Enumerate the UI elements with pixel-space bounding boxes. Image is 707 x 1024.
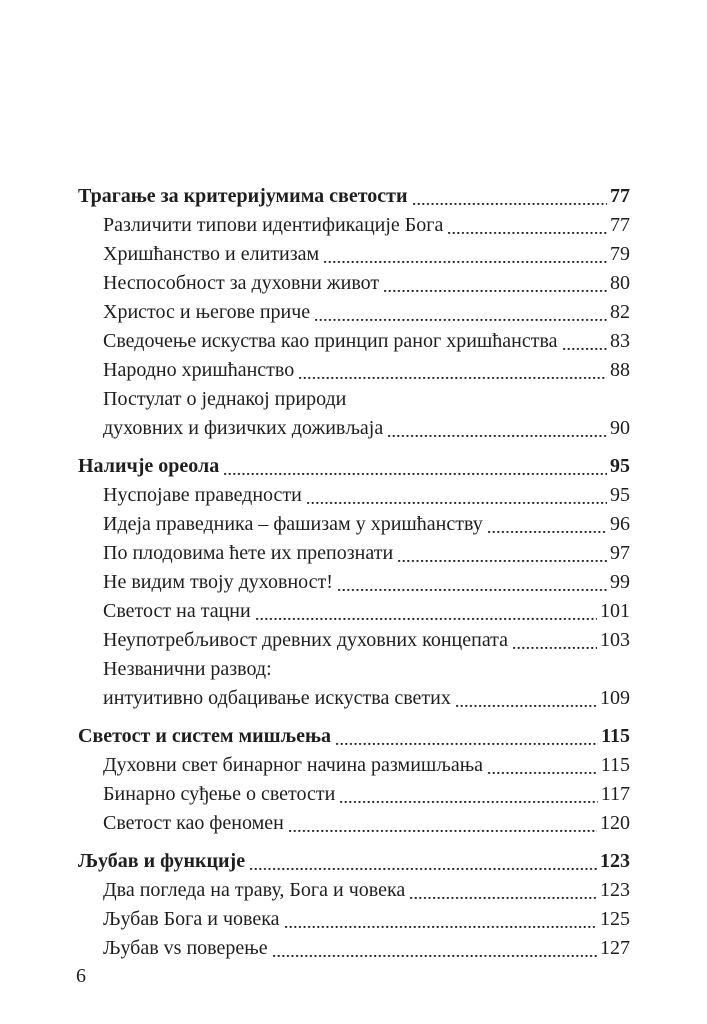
toc-entry xyxy=(78,327,630,356)
entry-title: Светост на тацни xyxy=(103,600,251,622)
entry-page-number: 77 xyxy=(610,214,630,236)
toc-entry xyxy=(78,751,630,780)
entry-title: Љубав vs поверење xyxy=(103,937,268,959)
entry-title: Незванични развод: xyxy=(103,658,272,680)
dot-leader xyxy=(299,356,607,385)
toc-entry xyxy=(78,905,630,934)
toc-section-heading xyxy=(78,847,630,876)
entry-page-number: 95 xyxy=(610,455,630,477)
entry-page-number: 123 xyxy=(600,850,630,872)
toc-entry xyxy=(78,211,630,240)
toc-section-heading xyxy=(78,722,630,751)
toc-entry xyxy=(78,780,630,809)
entry-page-number: 82 xyxy=(610,301,630,323)
toc-entry xyxy=(78,414,630,443)
entry-title: Сведочење искуства као принцип раног хришћанства xyxy=(103,330,558,352)
dot-leader xyxy=(307,481,607,510)
toc-section xyxy=(78,722,630,838)
dot-leader xyxy=(488,751,598,780)
entry-page-number: 88 xyxy=(610,359,630,381)
entry-title: Духовни свет бинарног начина размишљања xyxy=(103,754,484,776)
entry-page-number: 101 xyxy=(600,600,630,622)
entry-title: Различити типови идентификације Бога xyxy=(103,214,444,236)
entry-title: Два погледа на траву, Бога и човека xyxy=(103,879,406,901)
entry-page-number: 77 xyxy=(610,185,630,207)
entry-title: интуитивно одбацивање искуства светих xyxy=(103,687,451,709)
dot-leader xyxy=(285,905,598,934)
dot-leader xyxy=(448,211,607,240)
dot-leader xyxy=(456,684,597,713)
entry-title: Христос и његове приче xyxy=(103,301,311,323)
entry-page-number: 125 xyxy=(600,908,630,930)
entry-title: Светост и систем мишљења xyxy=(78,725,331,747)
entry-title: Идеја праведника – фашизам у хришћанству xyxy=(103,513,483,535)
toc-entry xyxy=(78,539,630,568)
toc-entry xyxy=(78,934,630,963)
toc-entry xyxy=(78,510,630,539)
dot-leader xyxy=(513,626,597,655)
dot-leader xyxy=(315,298,607,327)
toc-section xyxy=(78,847,630,963)
dot-leader xyxy=(273,934,597,963)
dot-leader xyxy=(338,568,607,597)
entry-title: Постулат о једнакој природи xyxy=(103,388,347,410)
entry-title: Народно хришћанство xyxy=(103,359,295,381)
entry-page-number: 103 xyxy=(600,629,630,651)
toc-entry xyxy=(78,568,630,597)
dot-leader xyxy=(388,414,607,443)
entry-title: духовних и физичких доживљаја xyxy=(103,417,384,439)
dot-leader xyxy=(410,876,597,905)
entry-page-number: 115 xyxy=(600,754,630,776)
entry-title: Неупотребљивост древних духовних концепата xyxy=(103,629,509,651)
toc-entry xyxy=(78,684,630,713)
entry-page-number: 97 xyxy=(610,542,630,564)
toc-section-heading xyxy=(78,452,630,481)
dot-leader xyxy=(384,269,607,298)
entry-title: Нуспојаве праведности xyxy=(103,484,302,506)
toc-entry xyxy=(78,876,630,905)
entry-page-number: 109 xyxy=(600,687,630,709)
entry-page-number: 127 xyxy=(600,937,630,959)
entry-title: Наличје ореола xyxy=(78,455,220,477)
entry-title: Хришћанство и елитизам xyxy=(103,243,320,265)
dot-leader xyxy=(256,597,597,626)
entry-page-number: 83 xyxy=(610,330,630,352)
entry-page-number: 95 xyxy=(610,484,630,506)
entry-title: Љубав и функције xyxy=(78,850,246,872)
entry-page-number: 99 xyxy=(610,571,630,593)
toc-entry xyxy=(78,655,630,684)
dot-leader xyxy=(224,452,607,481)
entry-title: Неспособност за духовни живот xyxy=(103,272,380,294)
toc-section-heading xyxy=(78,182,630,211)
entry-page-number: 115 xyxy=(601,725,630,747)
toc-entry xyxy=(78,809,630,838)
dot-leader xyxy=(324,240,607,269)
dot-leader xyxy=(488,510,607,539)
entry-page-number: 80 xyxy=(610,272,630,294)
toc-entry xyxy=(78,356,630,385)
toc-entry xyxy=(78,298,630,327)
toc-entry xyxy=(78,481,630,510)
toc-entry xyxy=(78,597,630,626)
toc-entry xyxy=(78,626,630,655)
entry-title: Бинарно суђење о светости xyxy=(103,783,336,805)
dot-leader xyxy=(289,809,597,838)
entry-title: Светост као феномен xyxy=(103,812,284,834)
dot-leader xyxy=(413,182,607,211)
toc-section xyxy=(78,452,630,713)
table-of-contents xyxy=(78,182,630,963)
toc-section xyxy=(78,182,630,443)
entry-page-number: 117 xyxy=(600,783,630,805)
entry-page-number: 120 xyxy=(600,812,630,834)
entry-title: По плодовима ћете их препознати xyxy=(103,542,394,564)
entry-title: Љубав Бога и човека xyxy=(103,908,280,930)
entry-page-number: 90 xyxy=(610,417,630,439)
entry-page-number: 123 xyxy=(600,879,630,901)
dot-leader xyxy=(563,327,607,356)
dot-leader xyxy=(336,722,598,751)
entry-title: Не видим твоју духовност! xyxy=(103,571,333,593)
dot-leader xyxy=(250,847,597,876)
dot-leader xyxy=(340,780,597,809)
page-number: 6 xyxy=(76,965,86,987)
toc-entry xyxy=(78,240,630,269)
entry-page-number: 96 xyxy=(610,513,630,535)
entry-page-number: 79 xyxy=(610,243,630,265)
dot-leader xyxy=(398,539,607,568)
toc-entry xyxy=(78,385,630,414)
entry-title: Трагање за критеријумима светости xyxy=(78,185,408,207)
toc-entry xyxy=(78,269,630,298)
